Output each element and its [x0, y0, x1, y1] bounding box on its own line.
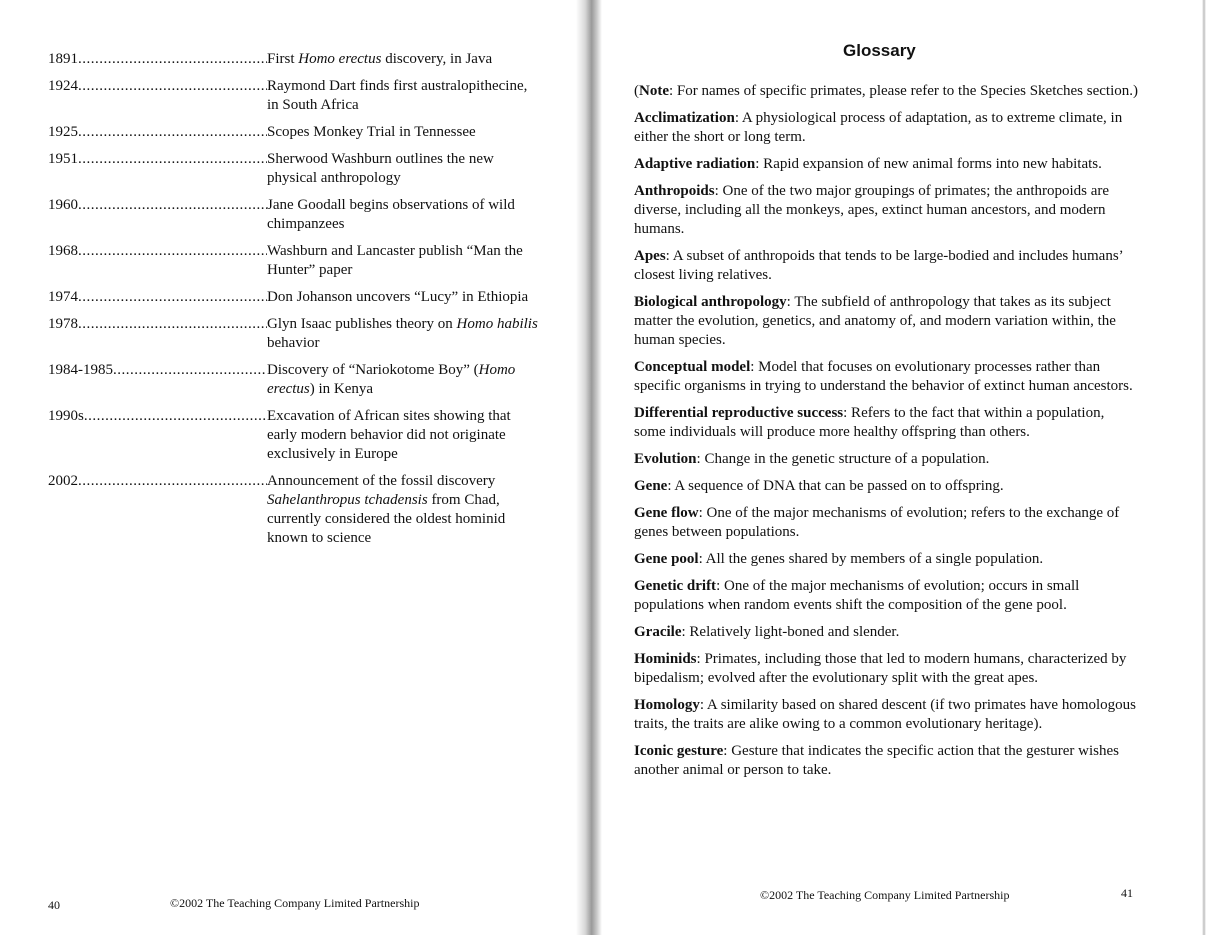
- glossary-entry: [634, 247, 1139, 285]
- glossary-entry: [634, 742, 1139, 780]
- timeline-leader: [48, 77, 267, 96]
- event-text: Raymond Dart finds first australopithecine, in South Africa: [267, 78, 528, 113]
- dot-leader: [113, 361, 267, 380]
- glossary-definition: : Relatively light-boned and slender.: [681, 624, 900, 640]
- event-text: Jane Goodall begins observations of wild chimpanzees: [267, 197, 515, 232]
- timeline-leader: [48, 150, 267, 169]
- timeline-leader: [48, 288, 267, 307]
- timeline-event: [267, 50, 539, 69]
- timeline-leader: [48, 361, 267, 380]
- glossary-entry: (Note: For names of specific primates, please refer to the Species Sketches section.): [634, 83, 1139, 99]
- timeline-row: [48, 288, 548, 307]
- glossary-definition: : A similarity based on shared descent (if two primates have homologous traits, the traits are alike owing to a common evolutionary heritage).: [634, 697, 1137, 732]
- glossary-definition: : Model that focuses on evolutionary processes rather than specific organisms in trying to understand the behavior of extinct human ancestors.: [634, 359, 1133, 394]
- glossary-entry: [634, 109, 1139, 147]
- dot-leader: [78, 150, 267, 169]
- glossary-term: Homology: [634, 697, 700, 713]
- glossary-definition: : All the genes shared by members of a single population.: [698, 551, 1044, 567]
- italic-taxon: Homo erectus: [267, 362, 516, 397]
- glossary-entry: [634, 182, 1139, 239]
- right-page-number: 41: [1121, 886, 1133, 900]
- italic-taxon: Homo habilis: [456, 316, 538, 332]
- timeline-row: [48, 77, 548, 115]
- event-text: Announcement of the fossil discovery: [267, 473, 496, 489]
- event-text: from Chad, currently considered the oldest hominid known to science: [267, 492, 506, 546]
- timeline-year: 1984-1985: [48, 362, 113, 378]
- glossary-entry: [634, 293, 1139, 350]
- timeline-row: [48, 242, 548, 280]
- glossary-term: Apes: [634, 248, 666, 264]
- glossary-entry: [634, 404, 1139, 442]
- timeline-row: [48, 50, 548, 69]
- glossary-list: [634, 82, 1139, 788]
- dot-leader: [78, 472, 267, 491]
- glossary-definition: : A subset of anthropoids that tends to be large-bodied and includes humans’ closest living relatives.: [634, 248, 1123, 283]
- page-edge: [1202, 0, 1206, 935]
- glossary-entry: [634, 504, 1139, 542]
- glossary-entry: [634, 650, 1139, 688]
- glossary-term: Anthropoids: [634, 183, 715, 199]
- glossary-definition: : Change in the genetic structure of a population.: [696, 451, 990, 467]
- glossary-entry: [634, 155, 1139, 174]
- event-text: behavior: [267, 335, 320, 351]
- timeline-leader: [48, 50, 267, 69]
- glossary-term: Gene pool: [634, 551, 699, 567]
- glossary-entry: [634, 450, 1139, 469]
- dot-leader: [78, 50, 267, 69]
- timeline-leader: [48, 196, 267, 215]
- glossary-term: Differential reproductive success: [634, 405, 844, 421]
- glossary-term: Note: [639, 83, 669, 99]
- timeline-leader: [48, 242, 267, 261]
- dot-leader: [78, 196, 267, 215]
- right-page: [583, 0, 1210, 935]
- glossary-definition: : For names of specific primates, please refer to the Species Sketches section.: [669, 83, 1134, 99]
- timeline-year: 1924: [48, 78, 78, 94]
- event-text: discovery, in Java: [381, 51, 493, 67]
- dot-leader: [78, 315, 267, 334]
- event-text: Scopes Monkey Trial in Tennessee: [267, 124, 476, 140]
- glossary-entry: [634, 623, 1139, 642]
- timeline-year: 1974: [48, 289, 78, 305]
- dot-leader: [78, 288, 267, 307]
- glossary-entry: [634, 577, 1139, 615]
- timeline-event: [267, 196, 539, 234]
- right-footer-copyright: ©2002 The Teaching Company Limited Partnership: [760, 888, 1010, 902]
- glossary-entry: [634, 358, 1139, 396]
- glossary-definition: : One of the major mechanisms of evolution; occurs in small populations when random events shift the composition of the gene pool.: [634, 578, 1080, 613]
- glossary-definition: : The subfield of anthropology that takes as its subject matter the evolution, genetics, and anatomy of, and modern variation within, the human species.: [634, 294, 1116, 348]
- glossary-definition: : Rapid expansion of new animal forms into new habitats.: [755, 156, 1102, 172]
- glossary-term: Acclimatization: [634, 110, 735, 126]
- glossary-definition: : A sequence of DNA that can be passed on to offspring.: [667, 478, 1004, 494]
- timeline-year: 1891: [48, 51, 78, 67]
- glossary-entry: [634, 550, 1139, 569]
- event-text: Sherwood Washburn outlines the new physical anthropology: [267, 151, 494, 186]
- timeline-leader: [48, 123, 267, 142]
- timeline-year: 1951: [48, 151, 78, 167]
- glossary-term: Gene flow: [634, 505, 699, 521]
- event-text: Glyn Isaac publishes theory on: [267, 316, 457, 332]
- left-page-number: 40: [48, 898, 60, 912]
- italic-taxon: Homo erectus: [298, 51, 382, 67]
- glossary-definition: : Gesture that indicates the specific action that the gesturer wishes another animal or person to take.: [634, 743, 1119, 778]
- glossary-definition: : A physiological process of adaptation, as to extreme climate, in either the short or long term.: [634, 110, 1123, 145]
- event-text: Excavation of African sites showing that early modern behavior did not originate exclusively in Europe: [267, 408, 511, 462]
- glossary-term: Iconic gesture: [634, 743, 724, 759]
- glossary-term: Gracile: [634, 624, 682, 640]
- timeline-list: [48, 50, 548, 556]
- dot-leader: [78, 77, 267, 96]
- event-text: Don Johanson uncovers “Lucy” in Ethiopia: [267, 289, 529, 305]
- timeline-event: [267, 407, 539, 464]
- timeline-row: [48, 472, 548, 548]
- glossary-title: Glossary: [843, 41, 916, 60]
- glossary-term: Hominids: [634, 651, 697, 667]
- glossary-definition: : One of the two major groupings of primates; the anthropoids are diverse, including all the monkeys, apes, extinct human ancestors, and modern humans.: [634, 183, 1110, 237]
- left-page: [0, 0, 583, 935]
- timeline-year: 1968: [48, 243, 78, 259]
- timeline-row: [48, 315, 548, 353]
- timeline-leader: [48, 407, 267, 426]
- dot-leader: [78, 242, 267, 261]
- timeline-year: 1990s: [48, 408, 84, 424]
- event-text: Washburn and Lancaster publish “Man the Hunter” paper: [267, 243, 523, 278]
- timeline-leader: [48, 315, 267, 334]
- timeline-event: [267, 150, 539, 188]
- timeline-event: [267, 77, 539, 115]
- glossary-definition: : Primates, including those that led to modern humans, characterized by bipedalism; evolved after the evolutionary split with the great apes.: [634, 651, 1127, 686]
- dot-leader: [84, 407, 267, 426]
- left-footer-copyright: ©2002 The Teaching Company Limited Partnership: [170, 896, 420, 910]
- timeline-year: 2002: [48, 473, 78, 489]
- dot-leader: [78, 123, 267, 142]
- event-text: Discovery of “Nariokotome Boy” (: [267, 362, 479, 378]
- timeline-row: [48, 150, 548, 188]
- timeline-year: 1960: [48, 197, 78, 213]
- timeline-event: [267, 288, 539, 307]
- timeline-event: [267, 472, 539, 548]
- timeline-row: [48, 196, 548, 234]
- event-text: First: [267, 51, 299, 67]
- timeline-event: [267, 242, 539, 280]
- glossary-term: Conceptual model: [634, 359, 751, 375]
- italic-taxon: Sahelanthropus tchadensis: [267, 492, 428, 508]
- timeline-event: [267, 315, 539, 353]
- timeline-row: [48, 361, 548, 399]
- glossary-definition: : One of the major mechanisms of evolution; refers to the exchange of genes between populations.: [634, 505, 1120, 540]
- timeline-leader: [48, 472, 267, 491]
- glossary-term: Gene: [634, 478, 668, 494]
- glossary-definition: : Refers to the fact that within a population, some individuals will produce more healthy offspring than others.: [634, 405, 1105, 440]
- glossary-entry: [634, 477, 1139, 496]
- glossary-entry: [634, 696, 1139, 734]
- glossary-term: Biological anthropology: [634, 294, 787, 310]
- timeline-event: [267, 123, 539, 142]
- timeline-year: 1978: [48, 316, 78, 332]
- glossary-term: Genetic drift: [634, 578, 717, 594]
- timeline-row: [48, 407, 548, 464]
- glossary-term: Evolution: [634, 451, 697, 467]
- glossary-term: Adaptive radiation: [634, 156, 756, 172]
- timeline-year: 1925: [48, 124, 78, 140]
- timeline-event: [267, 361, 539, 399]
- timeline-row: [48, 123, 548, 142]
- event-text: ) in Kenya: [309, 381, 374, 397]
